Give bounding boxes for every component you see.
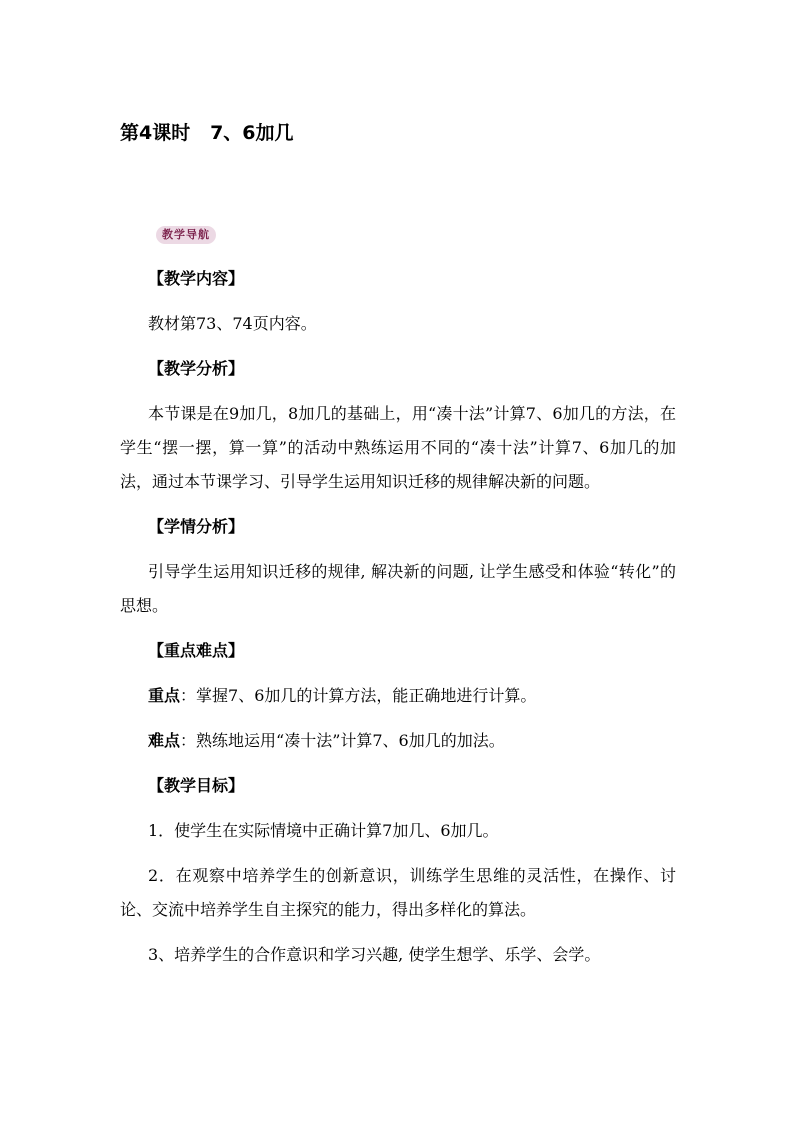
analysis-text: 本节课是在9加几，8加几的基础上，用“凑十法”计算7、6加几的方法，在学生“摆一摆，算一算”的活动中熟练运用不同的“凑十法”计算7、6加几的加法，通过本节课学习、引导学生运用知识迁移的规律解决新的问题。 bbox=[120, 404, 676, 491]
goal-item-2: 2．在观察中培养学生的创新意识，训练学生思维的灵活性，在操作、讨论、交流中培养学生自主探究的能力，得出多样化的算法。 bbox=[120, 866, 676, 919]
section-heading-student: 【学情分析】 bbox=[148, 517, 245, 536]
content-text: 教材第73、74页内容。 bbox=[148, 314, 317, 333]
difficulty-text: ：熟练地运用“凑十法”计算7、6加几的加法。 bbox=[180, 731, 505, 750]
lesson-content bbox=[120, 262, 676, 983]
difficulty-label: 难点 bbox=[148, 731, 181, 750]
lesson-title: 第4课时 7、6加几 bbox=[120, 122, 294, 144]
section-heading-content: 【教学内容】 bbox=[148, 269, 245, 288]
section-heading-analysis: 【教学分析】 bbox=[148, 359, 245, 378]
goal-item-1: 1．使学生在实际情境中正确计算7加几、6加几。 bbox=[148, 821, 499, 840]
section-heading-keypoints: 【重点难点】 bbox=[148, 641, 245, 660]
section-heading-goals: 【教学目标】 bbox=[148, 776, 245, 795]
student-text: 引导学生运用知识迁移的规律, 解决新的问题, 让学生感受和体验“转化”的思想。 bbox=[120, 562, 676, 615]
key-point-line bbox=[120, 679, 676, 713]
teaching-guide-badge: 教学导航 bbox=[156, 226, 216, 244]
key-point-text: ：掌握7、6加几的计算方法，能正确地进行计算。 bbox=[180, 686, 537, 705]
difficulty-line bbox=[120, 724, 676, 758]
goal-item-3: 3、培养学生的合作意识和学习兴趣, 使学生想学、乐学、会学。 bbox=[148, 945, 601, 964]
key-point-label: 重点 bbox=[148, 686, 181, 705]
